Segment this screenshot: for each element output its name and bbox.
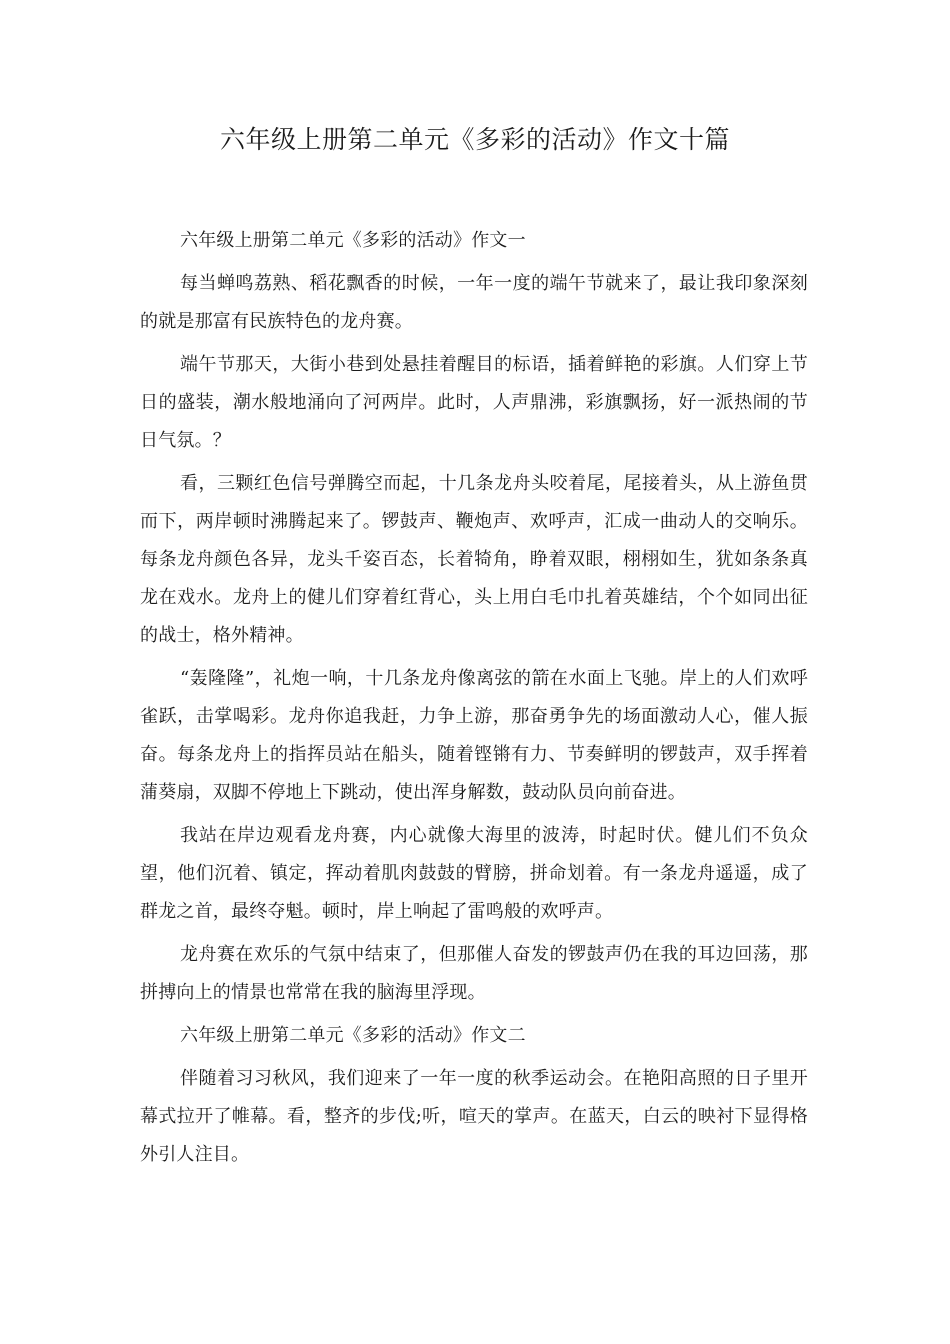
document-title: 六年级上册第二单元《多彩的活动》作文十篇 [219,125,730,154]
section-heading-1: 六年级上册第二单元《多彩的活动》作文一 [180,230,526,251]
paragraph: 看，三颗红色信号弹腾空而起，十几条龙舟头咬着尾，尾接着头，从上游鱼贯而下，两岸顿时沸腾起来了。锣鼓声、鞭炮声、欢呼声，汇成一曲动人的交响乐。每条龙舟颜色各异，龙头千姿百态，长着犄角，睁着双眼，栩栩如生，犹如条条真龙在戏水。龙舟上的健儿们穿着红背心，头上用白毛巾扎着英雄结，个个如同出征的战士，格外精神。 [140,473,808,646]
document-body [140,222,808,1179]
paragraph: 每当蝉鸣荔熟、稻花飘香的时候，一年一度的端午节就来了，最让我印象深刻的就是那富有民族特色的龙舟赛。 [140,273,808,332]
paragraph: 端午节那天，大街小巷到处悬挂着醒目的标语，插着鲜艳的彩旗。人们穿上节日的盛装，潮水般地涌向了河两岸。此时，人声鼎沸，彩旗飘扬，好一派热闹的节日气氛。？ [140,354,808,451]
paragraph: 我站在岸边观看龙舟赛，内心就像大海里的波涛，时起时伏。健儿们不负众望，他们沉着、镇定，挥动着肌肉鼓鼓的臂膀，拼命划着。有一条龙舟遥遥，成了群龙之首，最终夺魁。顿时，岸上响起了雷鸣般的欢呼声。 [140,825,808,922]
paragraph: “轰隆隆”，礼炮一响，十几条龙舟像离弦的箭在水面上飞驰。岸上的人们欢呼雀跃，击掌喝彩。龙舟你追我赶，力争上游，那奋勇争先的场面激动人心，催人振奋。每条龙舟上的指挥员站在船头，随着铿锵有力、节奏鲜明的锣鼓声，双手挥着蒲葵扇，双脚不停地上下跳动，使出浑身解数，鼓动队员向前奋进。 [140,668,808,803]
paragraph: 龙舟赛在欢乐的气氛中结束了，但那催人奋发的锣鼓声仍在我的耳边回荡，那拼搏向上的情景也常常在我的脑海里浮现。 [140,944,808,1003]
paragraph: 伴随着习习秋风，我们迎来了一年一度的秋季运动会。在艳阳高照的日子里开幕式拉开了帷幕。看，整齐的步伐;听，喧天的掌声。在蓝天，白云的映衬下显得格外引人注目。 [140,1068,808,1165]
section-heading-2: 六年级上册第二单元《多彩的活动》作文二 [180,1025,526,1046]
